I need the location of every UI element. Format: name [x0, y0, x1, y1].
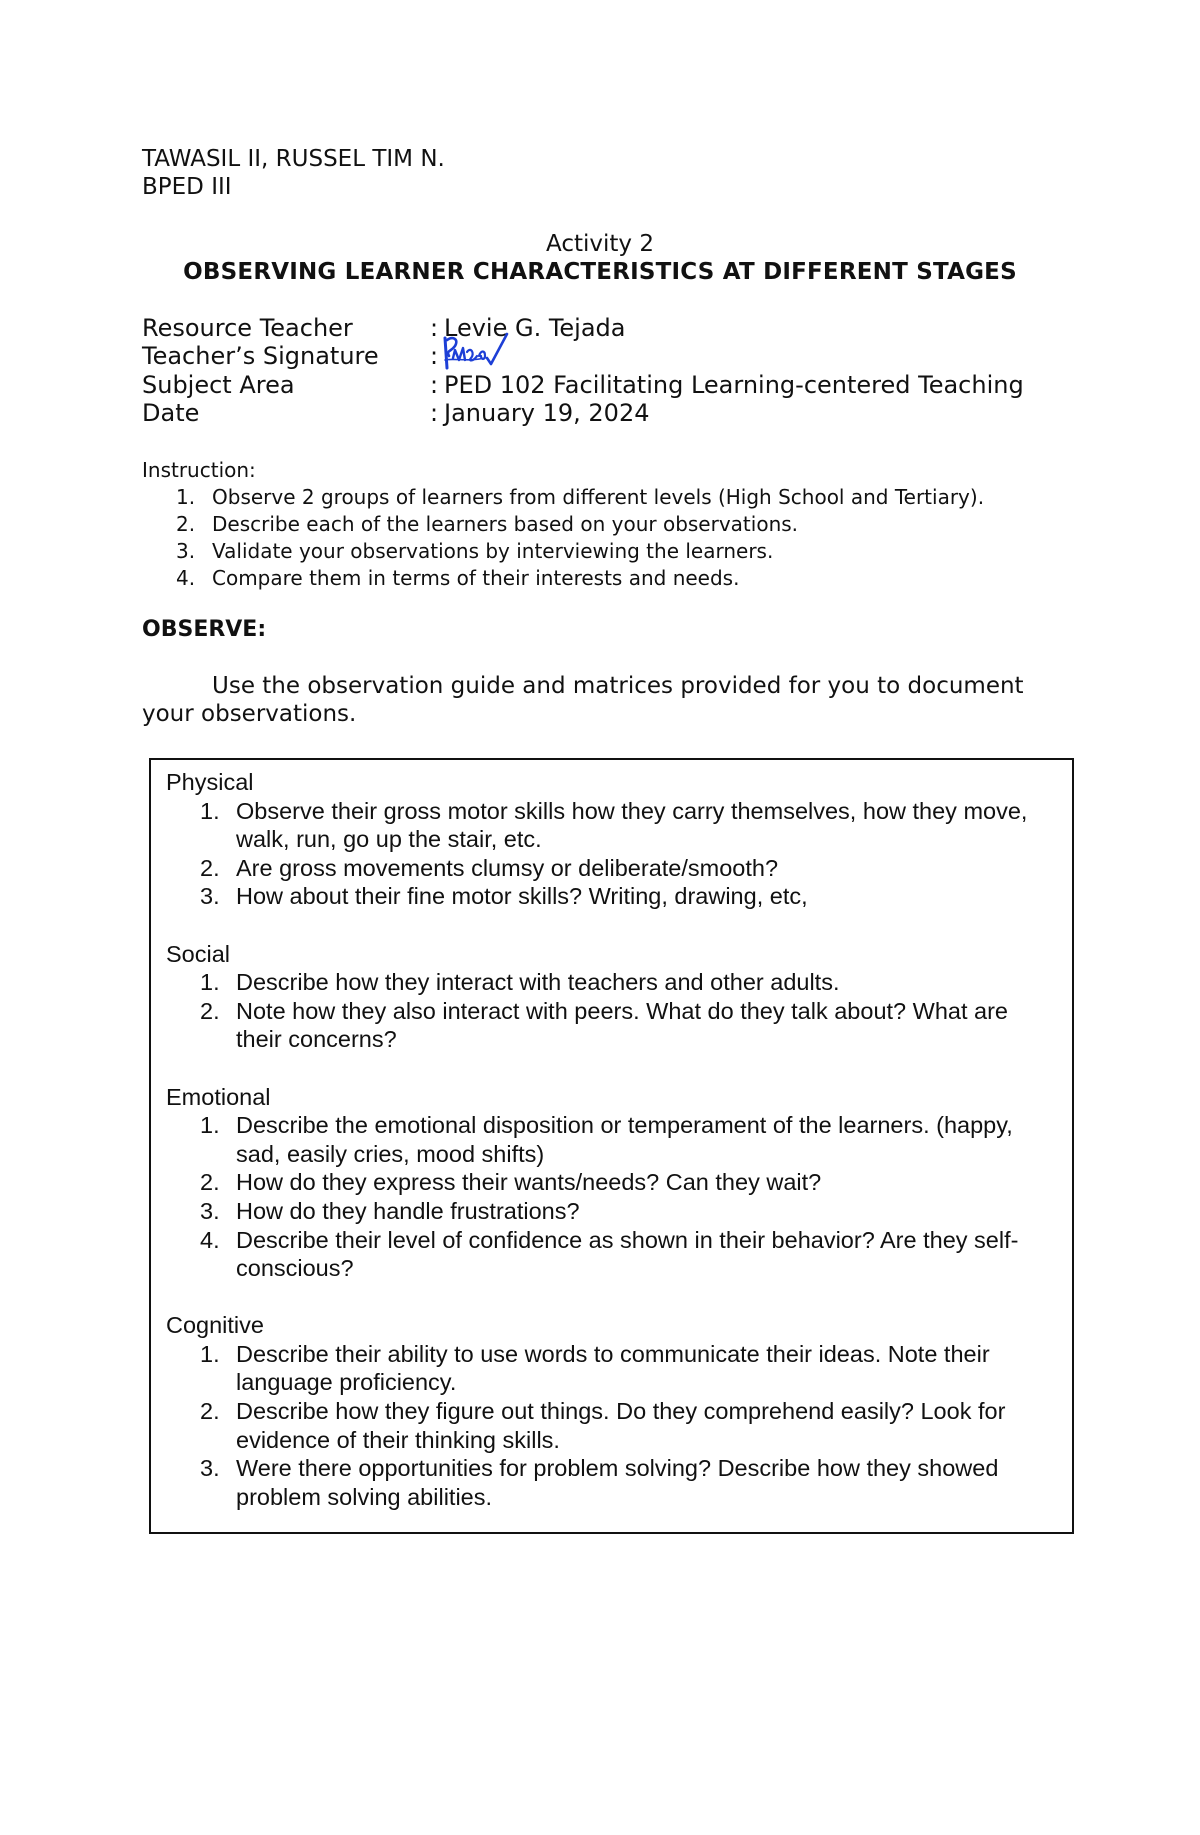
student-course: BPED III [142, 174, 232, 200]
instruction-item [142, 565, 1092, 592]
guide-item-number: 1. [200, 1340, 220, 1367]
guide-item-text: Describe how they interact with teachers and other adults. [236, 969, 840, 996]
observe-intro-line: your observations. [142, 701, 357, 727]
guide-item [166, 1168, 1056, 1197]
detail-label: Subject Area [142, 371, 295, 399]
guide-item-number: 3. [200, 1197, 220, 1224]
guide-item-text: How do they express their wants/needs? Can they wait? [236, 1169, 822, 1196]
instruction-number: 1. [176, 485, 196, 509]
detail-colon: : [430, 314, 439, 342]
detail-colon: : [430, 371, 439, 399]
guide-item-text: Note how they also interact with peers. What do they talk about? What are their concerns? [236, 997, 1008, 1053]
guide-item-number: 3. [200, 883, 220, 910]
observe-intro-line: Use the observation guide and matrices provided for you to document [212, 673, 1024, 699]
guide-item [166, 1111, 1056, 1168]
section-heading: Social [166, 940, 231, 967]
instruction-text: Observe 2 groups of learners from different levels (High School and Tertiary). [212, 485, 985, 509]
instruction-text: Validate your observations by interviewing the learners. [212, 539, 774, 563]
guide-item [166, 797, 1056, 854]
guide-item-number: 2. [200, 854, 220, 881]
guide-item-text: Describe their level of confidence as shown in their behavior? Are they self-conscious? [236, 1226, 1019, 1282]
guide-item-number: 2. [200, 1398, 220, 1425]
guide-item-number: 1. [200, 797, 220, 824]
guide-item-text: Describe their ability to use words to communicate their ideas. Note their language proficiency. [236, 1340, 990, 1396]
guide-item-number: 1. [200, 969, 220, 996]
instruction-text: Compare them in terms of their interests and needs. [212, 566, 740, 590]
detail-value: PED 102 Facilitating Learning-centered Teaching [444, 371, 1024, 399]
instruction-text: Describe each of the learners based on your observations. [212, 512, 799, 536]
guide-item-text: Observe their gross motor skills how they carry themselves, how they move, walk, run, go up the stair, etc. [236, 797, 1028, 853]
detail-value: January 19, 2024 [444, 399, 650, 427]
instruction-number: 4. [176, 566, 196, 590]
guide-item-text: Describe how they figure out things. Do they comprehend easily? Look for evidence of their thinking skills. [236, 1398, 1006, 1453]
instruction-section [142, 457, 1092, 592]
guide-item-number: 4. [200, 1226, 220, 1253]
detail-row-date [142, 399, 1042, 427]
detail-row-teacher-signature [142, 342, 1042, 370]
guide-item-number: 2. [200, 997, 220, 1024]
teacher-signature-mark [441, 330, 511, 376]
guide-section-cognitive [166, 1311, 1056, 1511]
detail-row-subject-area [142, 371, 1042, 399]
section-heading: Physical [166, 769, 254, 795]
section-heading: Cognitive [166, 1312, 264, 1339]
guide-item [166, 1197, 1056, 1226]
guide-item [166, 997, 1056, 1054]
guide-item [166, 1454, 1056, 1511]
detail-label: Teacher’s Signature [142, 342, 379, 370]
guide-item [166, 968, 1056, 997]
detail-value: Levie G. Tejada [444, 314, 626, 342]
guide-item [166, 1340, 1056, 1397]
guide-section-emotional [166, 1083, 1056, 1283]
guide-item [166, 1226, 1056, 1283]
guide-item-number: 2. [200, 1169, 220, 1196]
detail-row-resource-teacher [142, 314, 1042, 342]
guide-item [166, 882, 1056, 911]
guide-item-text: Describe the emotional disposition or temperament of the learners. (happy, sad, easily cries, mood shifts) [236, 1112, 1013, 1167]
instruction-item [142, 538, 1092, 565]
guide-section-physical [166, 768, 1056, 911]
observation-guide-box [149, 758, 1074, 1534]
guide-item-number: 3. [200, 1455, 220, 1482]
guide-item-text: How about their fine motor skills? Writing, drawing, etc, [236, 883, 808, 910]
detail-label: Resource Teacher [142, 314, 353, 342]
guide-item-text: How do they handle frustrations? [236, 1197, 580, 1224]
instruction-number: 2. [176, 512, 196, 536]
instruction-item [142, 484, 1092, 511]
instruction-number: 3. [176, 539, 196, 563]
instruction-item [142, 511, 1092, 538]
guide-item-text: Are gross movements clumsy or deliberate/smooth? [236, 854, 779, 881]
observe-intro-paragraph [142, 672, 1072, 728]
guide-item [166, 1397, 1056, 1454]
observe-heading: OBSERVE: [142, 617, 267, 642]
activity-label: Activity 2 [546, 231, 654, 257]
observation-guide-content [166, 768, 1056, 1511]
detail-label: Date [142, 399, 200, 427]
activity-title: OBSERVING LEARNER CHARACTERISTICS AT DIFFERENT STAGES [183, 259, 1017, 285]
student-name: TAWASIL II, RUSSEL TIM N. [142, 146, 445, 172]
detail-colon: : [430, 342, 439, 370]
guide-section-social [166, 940, 1056, 1054]
instruction-heading: Instruction: [142, 458, 256, 482]
detail-colon: : [430, 399, 439, 427]
guide-item [166, 854, 1056, 883]
guide-item-text: Were there opportunities for problem solving? Describe how they showed problem solving abilities. [236, 1455, 999, 1510]
section-heading: Emotional [166, 1083, 271, 1110]
guide-item-number: 1. [200, 1112, 220, 1139]
